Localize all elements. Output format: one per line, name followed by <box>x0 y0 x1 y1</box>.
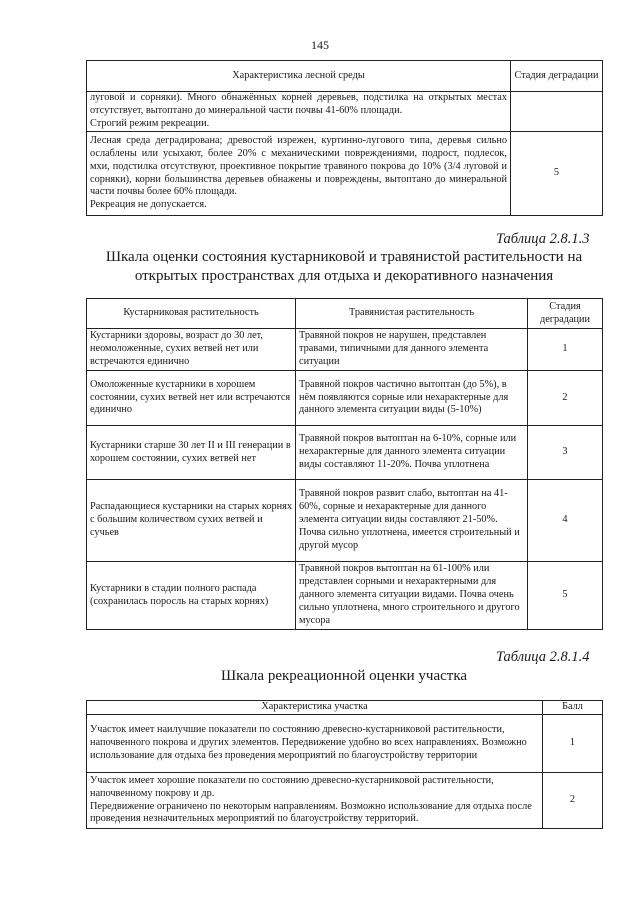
cell-text: Почва сильно уплотнена, имеется строительный и другой мусор <box>299 526 520 551</box>
table-row <box>87 92 603 132</box>
table-row <box>87 329 603 371</box>
shrub-cell: Кустарники старше 30 лет II и III генерации в хорошем состоянии, сухих ветвей нет <box>87 426 296 480</box>
stage-cell: 4 <box>528 480 603 562</box>
table-row <box>87 562 603 630</box>
column-header-characteristic: Характеристика лесной среды <box>87 61 511 92</box>
table-row <box>87 132 603 216</box>
table-caption: Таблица 2.8.1.3 <box>496 231 590 247</box>
cell-text: Передвижение ограничено по некоторым направлениям. Возможно использование для отдыха после проведения незначительных мероприятий по благоустройству территорий. <box>90 800 532 825</box>
cell-text: Участок имеет наилучшие показатели по состоянию древесно-кустарниковой растительности, напочвенного покрова и других элементов. Передвижение удобно во всех направлениях. Возможно использование для отдыха без проведения мероприятий по благоустройству территории <box>90 724 527 761</box>
characteristic-cell <box>87 773 543 829</box>
cell-text: Травяной покров вытоптан на 61-100% или представлен сорными и нехарактерными для данного элемента ситуации видами. Почва очень сильно уплотнена, много строительного и другого мусора <box>299 563 520 626</box>
cell-text: Участок имеет хорошие показатели по состоянию древесно-кустарниковой растительности, напочвенному покрову и др. <box>90 774 494 799</box>
grass-cell <box>296 329 528 371</box>
characteristic-cell <box>87 715 543 773</box>
column-header-characteristic: Характеристика участка <box>87 701 543 715</box>
stage-cell: 1 <box>528 329 603 371</box>
characteristic-cell <box>87 132 511 216</box>
stage-cell: 5 <box>511 132 603 216</box>
table-row <box>87 426 603 480</box>
grass-cell <box>296 371 528 426</box>
cell-text: Травяной покров развит слабо, вытоптан на 41-60%, сорные и нехарактерные для данного элемента ситуации виды составляют 21-50%. <box>299 488 508 526</box>
stage-cell: 2 <box>528 371 603 426</box>
table-header-row <box>87 61 603 92</box>
table-row <box>87 773 603 829</box>
cell-text: Травяной покров не нарушен, представлен травами, типичными для данного элемента ситуации <box>299 330 489 367</box>
stage-cell: 5 <box>528 562 603 630</box>
vegetation-state-table <box>86 298 603 630</box>
score-cell: 2 <box>543 773 603 829</box>
cell-text: Рекреация не допускается. <box>90 199 207 211</box>
column-header-stage: Стадия деградации <box>528 299 603 329</box>
table-caption: Таблица 2.8.1.4 <box>496 649 590 665</box>
stage-cell: 3 <box>528 426 603 480</box>
shrub-cell: Омоложенные кустарники в хорошем состоянии, сухих ветвей нет или встречаются единично <box>87 371 296 426</box>
page-number: 145 <box>311 38 329 52</box>
recreation-score-table <box>86 700 603 829</box>
grass-cell <box>296 480 528 562</box>
characteristic-cell <box>87 92 511 132</box>
grass-cell <box>296 562 528 630</box>
cell-text: Травяной покров частично вытоптан (до 5%), в нём появляются сорные или нехарактерные для данного элемента ситуации виды (5-10%) <box>299 378 509 416</box>
shrub-cell: Кустарники в стадии полного распада (сохранилась поросль на старых корнях) <box>87 562 296 630</box>
table-title: Шкала рекреационной оценки участка <box>220 668 468 684</box>
cell-text: Строгий режим рекреации. <box>90 117 210 129</box>
column-header-stage: Стадия деградации <box>511 61 603 92</box>
column-header-score: Балл <box>543 701 603 715</box>
grass-cell <box>296 426 528 480</box>
cell-text: Лесная среда деградирована; древостой изрежен, куртинно-лугового типа, деревья сильно ослаблены или усыхают, более 20% с механическими повреждениями, подрост, подлесок, мхи, подстилка отсутствуют, проективное покрытие травяного покрова до 10% (3/4 луговой и сорняки), корни большинства деревьев обнажены и повреждены, вытоптано до минеральной части почвы более 60% площади. <box>90 134 507 198</box>
cell-text: луговой и сорняки). Много обнажённых корней деревьев, подстилка на открытых местах отсутствует, вытоптано до минеральной части почвы 41-60% площади. <box>90 92 507 117</box>
table-row <box>87 480 603 562</box>
cell-text: Травяной покров вытоптан на 6-10%, сорные или нехарактерные для данного элемента ситуации виды составляют 11-20%. Почва уплотнена <box>299 433 517 470</box>
column-header-shrub: Кустарниковая растительность <box>87 299 296 329</box>
table-header-row <box>87 701 603 715</box>
table-title: Шкала оценки состояния кустарниковой и травянистой растительности на открытых пространствах для отдыха и декоративного назначения <box>105 249 583 284</box>
table-row <box>87 371 603 426</box>
table-row <box>87 715 603 773</box>
table-header-row <box>87 299 603 329</box>
column-header-grass: Травянистая растительность <box>296 299 528 329</box>
shrub-cell: Кустарники здоровы, возраст до 30 лет, неомоложенные, сухих ветвей нет или встречаются единично <box>87 329 296 371</box>
forest-environment-table <box>86 60 603 216</box>
score-cell: 1 <box>543 715 603 773</box>
shrub-cell: Распадающиеся кустарники на старых корнях с большим количеством сухих ветвей и сучьев <box>87 480 296 562</box>
stage-cell <box>511 92 603 132</box>
